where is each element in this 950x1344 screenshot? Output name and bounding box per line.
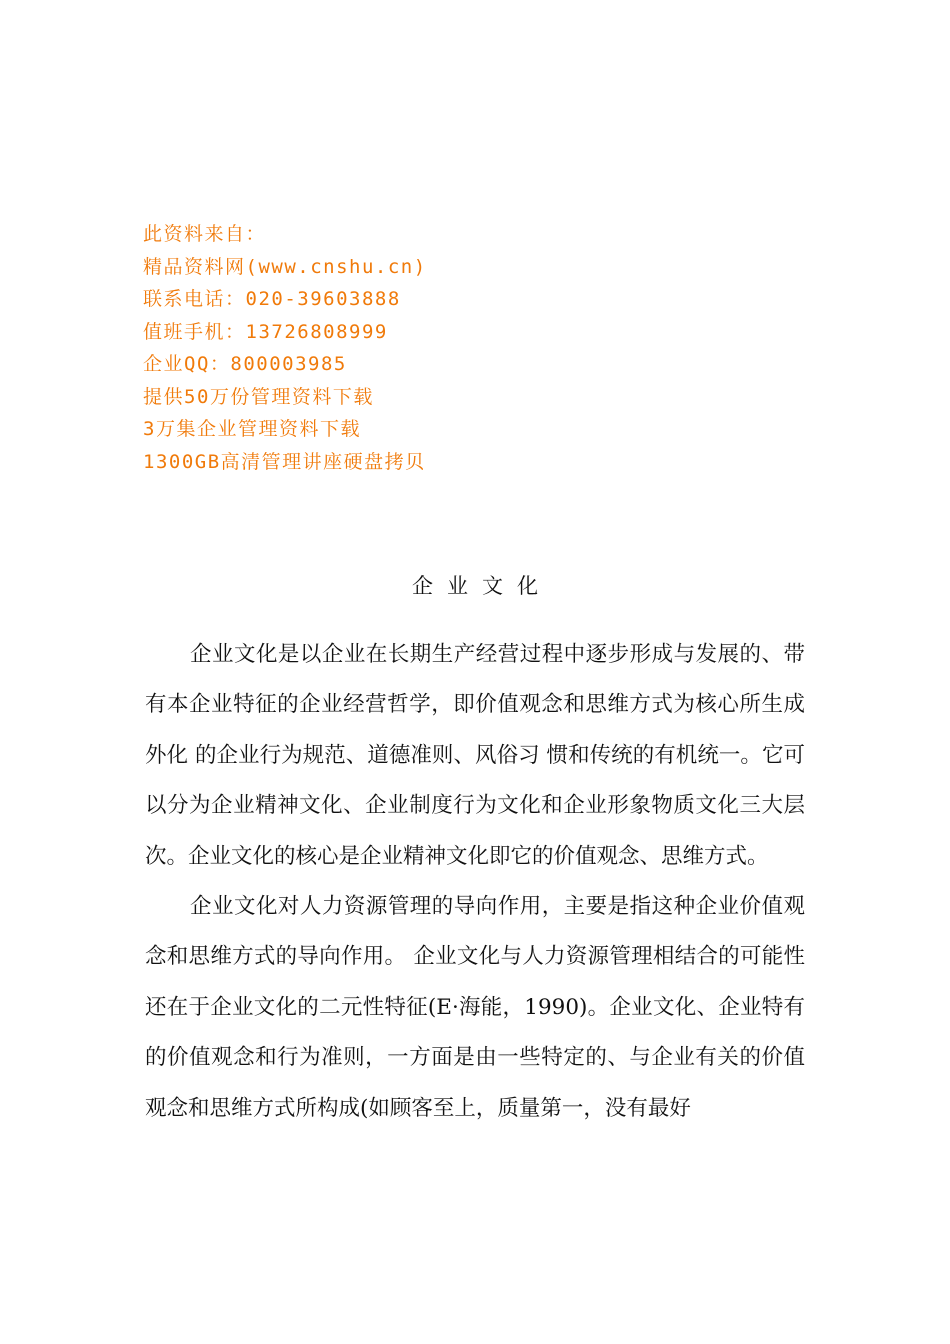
contact-phone: 联系电话：020-39603888 — [143, 288, 401, 310]
document-title: 企业文化 — [412, 574, 552, 598]
source-website: 精品资料网(www.cnshu.cn) — [143, 255, 427, 278]
promo-line-videos: 3万集企业管理资料下载 — [143, 418, 361, 440]
company-qq: 企业QQ：800003985 — [143, 353, 347, 375]
source-from-label: 此资料来自： — [143, 223, 267, 245]
promo-line-harddisk: 1300GB高清管理讲座硬盘拷贝 — [143, 450, 426, 473]
paragraph: 企业文化是以企业在长期生产经营过程中逐步形成与发展的、带有本企业特征的企业经营哲学，即价值观念和思维方式为核心所生成外化 的企业行为规范、道德准则、风俗习 惯和传统的有机统一。它可以分为企业精神文化、企业制度行为文化和企业形象物质文化三大层次。企业文化的核心是企业精神文化即它的价值观念、思维方式。 — [145, 642, 805, 869]
duty-mobile: 值班手机：13726808999 — [143, 320, 388, 343]
document-body — [145, 630, 805, 1134]
promo-line-downloads: 提供50万份管理资料下载 — [143, 385, 374, 408]
paragraph: 企业文化对人力资源管理的导向作用，主要是指这种企业价值观念和思维方式的导向作用。 企业文化与人力资源管理相结合的可能性还在于企业文化的二元性特征(E·海能，1990)。企业文化、企业特有的价值观念和行为准则，一方面是由一些特定的、与企业有关的价值观念和思维方式所构成(如顾客至上，质量第一，没有最好 — [145, 894, 805, 1121]
source-info-block — [143, 218, 563, 478]
